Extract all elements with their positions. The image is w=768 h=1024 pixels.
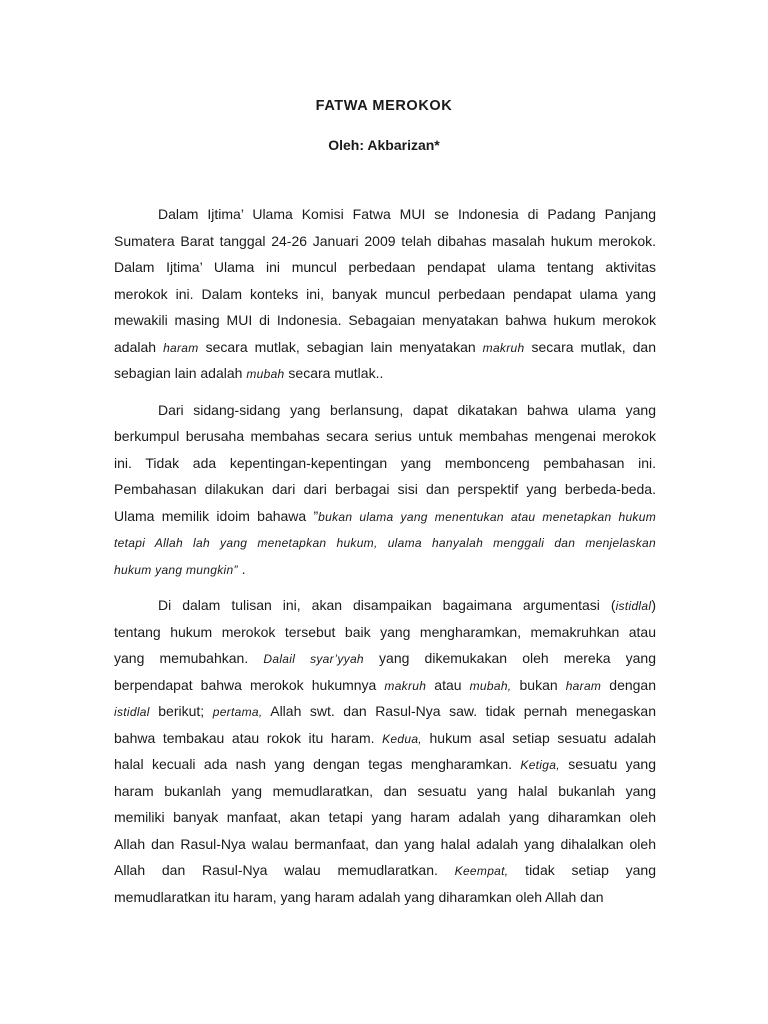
italic-text: mubah xyxy=(246,367,285,381)
text-line xyxy=(114,397,656,424)
italic-text: hukum yang mungkin” xyxy=(114,562,238,577)
text-run: Dari sidang-sidang yang berlansung, dapat dikatakan bahwa ulama yang xyxy=(158,401,656,418)
text-run: . xyxy=(237,560,246,577)
text-run: bahwa tembakau atau rokok itu haram. xyxy=(114,729,383,746)
text-run: secara mutlak, dan xyxy=(524,338,657,355)
text-run: Allah dan Rasul-Nya walau memudlaratkan. xyxy=(114,862,455,878)
italic-text: haram xyxy=(565,678,602,693)
italic-text: Keempat, xyxy=(454,864,509,878)
italic-text: Ketiga, xyxy=(520,758,560,772)
text-run: memiliki banyak manfaat, akan tetapi yang haram adalah yang diharamkan oleh xyxy=(114,809,656,825)
text-line xyxy=(114,450,656,477)
text-line xyxy=(114,254,656,281)
text-run: haram bukanlah yang memudlaratkan, dan sesuatu yang halal bukanlah yang xyxy=(114,782,656,799)
italic-text: makruh xyxy=(384,678,427,693)
italic-text: pertama, xyxy=(212,705,263,719)
text-line xyxy=(114,672,656,699)
text-line xyxy=(114,751,656,778)
text-run: sesuatu yang xyxy=(559,756,657,772)
text-line xyxy=(114,476,656,503)
italic-text: bukan ulama yang menentukan atau menetapkan hukum xyxy=(318,509,656,524)
document-title: FATWA MEROKOK xyxy=(315,98,453,114)
text-run: Allah swt. dan Rasul-Nya saw. tidak pernah menegaskan xyxy=(262,703,656,719)
text-line xyxy=(114,619,656,646)
text-line xyxy=(114,857,656,884)
text-line xyxy=(114,884,656,911)
text-line xyxy=(114,281,656,308)
text-run: sebagian lain adalah xyxy=(114,365,247,381)
text-line xyxy=(114,698,656,725)
text-run: halal kecuali ada nash yang dengan tegas mengharamkan. xyxy=(114,756,521,772)
italic-text: makruh xyxy=(482,340,525,355)
text-run: atau xyxy=(426,676,470,693)
text-line xyxy=(114,592,656,619)
document-author: Oleh: Akbarizan* xyxy=(328,137,440,153)
text-line xyxy=(114,503,656,530)
text-run: memudlaratkan itu haram, yang haram adalah yang diharamkan oleh Allah dan xyxy=(114,888,604,905)
text-line xyxy=(114,334,656,361)
italic-text: Dalail syar’yyah xyxy=(263,652,364,666)
paragraph xyxy=(114,397,656,583)
text-run: Di dalam tulisan ini, akan disampaikan bagaimana argumentasi ( xyxy=(158,597,616,613)
text-run: yang dikemukakan oleh mereka yang xyxy=(363,650,656,666)
text-run: tidak setiap yang xyxy=(508,862,656,878)
document-body xyxy=(114,201,656,920)
text-line xyxy=(114,556,656,583)
text-run: yang memubahkan. xyxy=(114,650,264,666)
italic-text: istidlal xyxy=(114,705,150,719)
text-line xyxy=(114,778,656,805)
text-run: hukum asal setiap sesuatu adalah xyxy=(421,729,656,746)
text-line xyxy=(114,201,656,228)
italic-text: haram xyxy=(163,340,199,355)
text-line xyxy=(114,831,656,858)
text-run: mewakili masing MUI di Indonesia. Sebagaian menyatakan bahwa hukum merokok xyxy=(114,312,656,328)
text-line xyxy=(114,804,656,831)
text-line xyxy=(114,725,656,752)
text-line xyxy=(114,360,656,387)
paragraph xyxy=(114,592,656,910)
text-run: secara mutlak.. xyxy=(284,365,384,381)
text-run: ini. Tidak ada kepentingan-kepentingan yang membonceng pembahasan ini. xyxy=(114,454,656,471)
text-run: berikut; xyxy=(149,703,213,719)
text-run: Allah dan Rasul-Nya walau bermanfaat, dan yang halal adalah yang dihalalkan oleh xyxy=(114,835,656,852)
italic-text: tetapi Allah lah yang menetapkan hukum, ulama hanyalah menggali dan menjelaskan xyxy=(114,536,656,550)
text-run: secara mutlak, sebagian lain menyatakan xyxy=(198,338,483,355)
italic-text: istidlal xyxy=(615,599,652,613)
text-run: Dalam Ijtima’ Ulama ini muncul perbedaan pendapat ulama tentang aktivitas xyxy=(114,259,656,275)
italic-text: Kedua, xyxy=(382,731,422,746)
text-run: Sumatera Barat tanggal 24-26 Januari 2009 telah dibahas masalah hukum merokok. xyxy=(114,232,656,249)
text-run: berkumpul berusaha membahas secara serius untuk membahas mengenai merokok xyxy=(114,428,656,444)
italic-text: mubah, xyxy=(469,678,512,693)
paragraph xyxy=(114,201,656,387)
text-run: Ulama memilik idoim bahawa ” xyxy=(114,507,319,524)
text-run: Pembahasan dilakukan dari dari berbagai sisi dan perspektif yang berbeda-beda. xyxy=(114,481,656,497)
text-run: Dalam Ijtima’ Ulama Komisi Fatwa MUI se Indonesia di Padang Panjang xyxy=(158,206,656,222)
text-run: tentang hukum merokok tersebut baik yang mengharamkan, memakruhkan atau xyxy=(114,623,656,640)
text-run: adalah xyxy=(114,338,164,355)
text-run: dengan xyxy=(601,676,656,693)
text-line xyxy=(114,423,656,450)
text-run: bukan xyxy=(511,676,566,693)
text-run: berpendapat bahwa merokok hukumnya xyxy=(114,676,385,693)
text-line xyxy=(114,228,656,255)
text-line xyxy=(114,307,656,334)
text-line xyxy=(114,529,656,556)
text-line xyxy=(114,645,656,672)
text-run: merokok ini. Dalam konteks ini, banyak muncul perbedaan pendapat ulama yang xyxy=(114,285,656,302)
text-run: ) xyxy=(651,597,656,613)
